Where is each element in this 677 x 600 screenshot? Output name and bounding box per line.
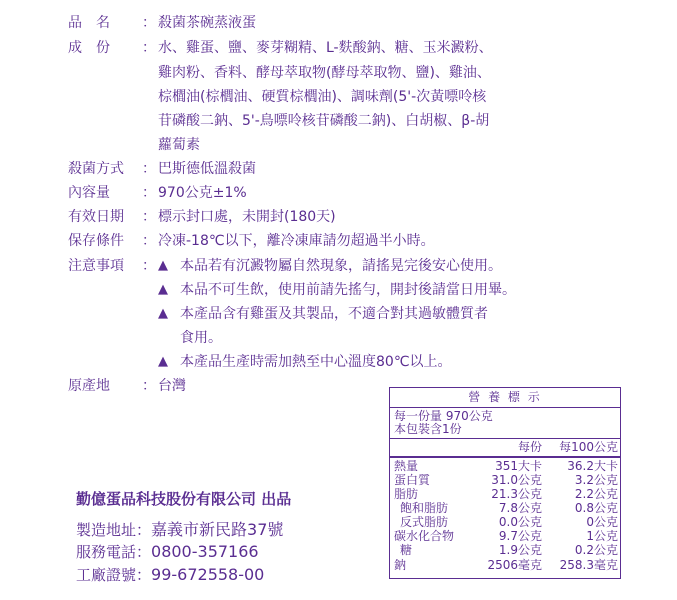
nutrient-per-100g: 0.8公克 xyxy=(574,501,618,515)
nutrient-per-serving: 0.0公克 xyxy=(498,515,542,529)
net-content-label: 內容量 xyxy=(68,185,110,201)
warning-triangle-icon: ▲ xyxy=(158,258,168,273)
origin-label: 原產地 xyxy=(68,378,110,394)
ingredients-line: 雞肉粉、香料、酵母萃取物(酵母萃取物、鹽)、雞油、 xyxy=(158,65,491,81)
ingredients-line: 蘿蔔素 xyxy=(158,137,200,153)
address-label: 製造地址： xyxy=(76,521,152,539)
nutrition-title: 營 養 標 示 xyxy=(390,388,620,408)
phone-label: 服務電話： xyxy=(76,543,152,561)
nutrient-per-100g: 258.3毫克 xyxy=(559,558,618,572)
divider xyxy=(390,456,620,458)
nutrient-name: 蛋白質 xyxy=(394,473,431,487)
servings-per-package: 本包裝含1份 xyxy=(394,422,462,436)
note-item: 本產品生產時需加熱至中心溫度80℃以上。 xyxy=(180,354,452,370)
warning-triangle-icon: ▲ xyxy=(158,306,168,321)
nutrient-per-100g: 36.2大卡 xyxy=(567,459,618,473)
colon: ： xyxy=(142,209,156,225)
nutrient-per-serving: 21.3公克 xyxy=(491,487,542,501)
storage-value: 冷凍-18℃以下，離冷凍庫請勿超過半小時。 xyxy=(158,233,435,249)
nutrient-per-100g: 0.2公克 xyxy=(574,543,618,557)
nutrient-per-serving: 9.7公克 xyxy=(498,529,542,543)
col-per-100g: 每100公克 xyxy=(559,440,618,454)
nutrient-per-serving: 7.8公克 xyxy=(498,501,542,515)
warning-triangle-icon: ▲ xyxy=(158,282,168,297)
product-name-label: 品 名 xyxy=(68,15,110,31)
notes-label: 注意事項 xyxy=(68,258,124,274)
origin-value: 台灣 xyxy=(158,378,186,394)
license-label: 工廠證號： xyxy=(76,566,152,584)
colon: ： xyxy=(142,233,156,249)
nutrient-per-100g: 1公克 xyxy=(586,529,618,543)
phone-value: 0800-357166 xyxy=(151,542,259,561)
product-name-value: 殺菌茶碗蒸液蛋 xyxy=(158,15,256,31)
net-content-value: 970公克±1% xyxy=(158,185,247,201)
nutrient-name: 熱量 xyxy=(394,459,419,473)
colon: ： xyxy=(142,258,156,274)
storage-label: 保存條件 xyxy=(68,233,124,249)
nutrient-per-100g: 0公克 xyxy=(586,515,618,529)
nutrient-name: 糖 xyxy=(400,543,413,557)
sterilization-value: 巴斯德低溫殺菌 xyxy=(158,161,256,177)
colon: ： xyxy=(142,185,156,201)
nutrient-per-serving: 31.0公克 xyxy=(491,473,542,487)
company-license xyxy=(76,564,264,585)
note-item: 本品若有沉澱物屬自然現象，請搖晃完後安心使用。 xyxy=(180,258,502,274)
note-item-continued: 食用。 xyxy=(180,330,222,346)
expiry-label: 有效日期 xyxy=(68,209,124,225)
nutrient-name: 碳水化合物 xyxy=(394,529,455,543)
note-item: 本產品含有雞蛋及其製品，不適合對其過敏體質者 xyxy=(180,306,488,322)
nutrient-per-serving: 1.9公克 xyxy=(498,543,542,557)
nutrient-name: 鈉 xyxy=(394,558,407,572)
nutrient-name: 反式脂肪 xyxy=(400,515,449,529)
address-value: 嘉義市新民路37號 xyxy=(151,520,284,539)
ingredients-line: 水、雞蛋、鹽、麥芽糊精、L-麩酸鈉、糖、玉米澱粉、 xyxy=(158,40,493,56)
ingredients-line: 苷磷酸二鈉、5'-鳥嘌呤核苷磷酸二鈉)、白胡椒、β-胡 xyxy=(158,113,490,129)
serving-size: 每一份量 970公克 xyxy=(394,409,493,423)
colon: ： xyxy=(142,40,156,56)
nutrition-table xyxy=(389,387,621,579)
note-item: 本品不可生飲，使用前請先搖勻，開封後請當日用畢。 xyxy=(180,282,516,298)
ingredients-label: 成 份 xyxy=(68,40,110,56)
col-per-serving: 每份 xyxy=(517,440,542,454)
divider xyxy=(390,438,620,439)
ingredients-line: 棕櫚油(棕櫚油、硬質棕櫚油)、調味劑(5'-次黃嘌呤核 xyxy=(158,89,487,105)
nutrient-per-serving: 2506毫克 xyxy=(487,558,542,572)
company-address xyxy=(76,517,283,540)
colon: ： xyxy=(142,378,156,394)
nutrient-per-100g: 2.2公克 xyxy=(574,487,618,501)
colon: ： xyxy=(142,15,156,31)
nutrient-name: 飽和脂肪 xyxy=(400,501,449,515)
sterilization-label: 殺菌方式 xyxy=(68,161,124,177)
nutrient-name: 脂肪 xyxy=(394,487,419,501)
colon: ： xyxy=(142,161,156,177)
expiry-value: 標示封口處，未開封(180天) xyxy=(158,209,336,225)
nutrient-per-100g: 3.2公克 xyxy=(574,473,618,487)
warning-triangle-icon: ▲ xyxy=(158,354,168,369)
company-phone xyxy=(76,541,259,562)
company-name: 勤億蛋品科技股份有限公司 出品 xyxy=(76,490,292,508)
license-value: 99-672558-00 xyxy=(151,565,265,584)
nutrient-per-serving: 351大卡 xyxy=(495,459,542,473)
